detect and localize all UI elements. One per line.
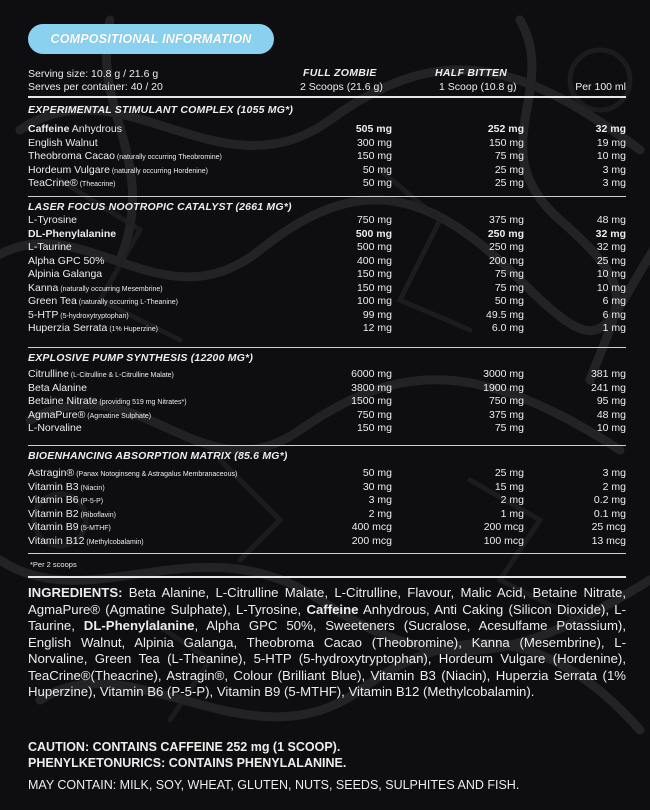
table-row	[28, 177, 626, 191]
section-heading: LASER FOCUS NOOTROPIC CATALYST (2661 MG*)	[28, 201, 292, 213]
value-per-100ml: 381 mg	[590, 368, 626, 380]
value-full-zombie: 400 mcg	[351, 521, 392, 533]
table-bottom-divider	[28, 553, 626, 554]
value-full-zombie: 500 mg	[356, 241, 392, 253]
table-row	[28, 521, 626, 535]
value-half-bitten: 1900 mg	[483, 381, 524, 394]
table-row	[28, 368, 626, 382]
value-full-zombie: 505 mg	[355, 123, 392, 135]
ingredient-name: Citrulline (L-Citrulline & L-Citrulline Malate)	[28, 368, 174, 380]
value-half-bitten: 50 mg	[494, 295, 524, 307]
value-half-bitten: 375 mg	[488, 214, 524, 226]
value-per-100ml: 32 mg	[595, 123, 626, 135]
value-half-bitten: 25 mg	[494, 467, 524, 479]
table-row	[28, 409, 626, 423]
value-per-100ml: 3 mg	[602, 467, 626, 479]
value-full-zombie: 750 mg	[356, 214, 392, 226]
value-full-zombie: 500 mg	[355, 227, 392, 240]
ingredient-note: (1% Huperzine)	[107, 326, 158, 333]
value-half-bitten: 6.0 mg	[491, 322, 524, 334]
ingredients-label: INGREDIENTS:	[28, 585, 123, 600]
table-row	[28, 535, 626, 549]
value-half-bitten: 3000 mg	[483, 368, 524, 380]
value-full-zombie: 400 mg	[356, 254, 392, 267]
value-half-bitten: 100 mcg	[483, 534, 524, 547]
ingredients-text: INGREDIENTS: Beta Alanine, L-Citrulline Malate, L-Citrulline, Flavour, Malic Acid, Betaine Nitrate, AgmaPure® (Agmatine Sulphate), L-Tyrosine, Caffeine Anhydrous, Anti Caking (Silicon Dioxide), L-Taurine, DL-Phenylalanine, Alpha GPC 50%, Sweeteners (Sucralose, Acesulfame Potassium), English Walnut, Alpinia Galanga, Theobroma Cacao (Theobromine), Kanna (Mesembrine), L-Norvaline, Green Tea (L-Theanine), 5-HTP (5-hydroxytryptophan), Hordeum Vulgare (Hordenine), TeaCrine®(Theacrine), Astragin®, Colour (Brilliant Blue), Vitamin B3 (Niacin), Huperzia Serrata (1% Huperzine), Vitamin B6 (P-5-P), Vitamin B9 (5-MTHF), Vitamin B12 (Methylcobalamin).	[28, 585, 626, 699]
value-half-bitten: 75 mg	[494, 150, 524, 162]
ingredient-name: Kanna (naturally occurring Mesembrine)	[28, 281, 163, 294]
value-full-zombie: 3800 mg	[351, 381, 392, 394]
table-row	[28, 268, 626, 282]
section-title-badge: COMPOSITIONAL INFORMATION	[28, 24, 274, 54]
table-row	[28, 467, 626, 481]
value-full-zombie: 200 mcg	[351, 534, 392, 547]
value-half-bitten: 252 mg	[487, 123, 524, 135]
ingredient-name: AgmaPure® (Agmatine Sulphate)	[28, 408, 152, 421]
table-row	[28, 214, 626, 228]
value-full-zombie: 6000 mg	[351, 368, 392, 380]
caution-phenylketonurics: PHENYLKETONURICS: CONTAINS PHENYLALANINE.	[28, 756, 347, 770]
section-rows	[28, 123, 626, 191]
table-header	[28, 64, 626, 94]
ingredient-name: Astragin® (Panax Notoginseng & Astragalus Membranaceous)	[28, 467, 238, 479]
value-half-bitten: 200 mcg	[483, 521, 524, 533]
value-per-100ml: 0.2 mg	[593, 494, 626, 506]
table-row	[28, 395, 626, 409]
ingredient-note: (Panax Notoginseng & Astragalus Membranaceous)	[74, 471, 238, 478]
col-half-bitten-title: HALF BITTEN	[435, 67, 508, 79]
value-half-bitten: 75 mg	[494, 281, 524, 294]
ingredient-name: Beta Alanine	[28, 381, 87, 394]
value-per-100ml: 3 mg	[602, 177, 626, 189]
may-contain: MAY CONTAIN: MILK, SOY, WHEAT, GLUTEN, NUTS, SEEDS, SULPHITES AND FISH.	[28, 778, 520, 792]
value-per-100ml: 48 mg	[596, 214, 626, 226]
section-divider	[28, 196, 626, 197]
ingredient-name: Hordeum Vulgare (naturally occurring Hordenine)	[28, 163, 208, 176]
col-full-zombie-sub: 2 Scoops (21.6 g)	[300, 81, 383, 93]
value-full-zombie: 3 mg	[368, 494, 392, 506]
value-per-100ml: 32 mg	[596, 241, 626, 253]
ingredient-note: (5-hydroxytryptophan)	[58, 312, 129, 320]
table-row	[28, 137, 626, 151]
value-full-zombie: 50 mg	[362, 177, 392, 189]
header-divider	[28, 96, 626, 98]
ingredient-note: (Riboflavin)	[78, 511, 116, 519]
section-rows	[28, 467, 626, 548]
table-row	[28, 228, 626, 242]
value-half-bitten: 250 mg	[488, 241, 524, 253]
value-full-zombie: 50 mg	[362, 467, 392, 479]
value-per-100ml: 0.1 mg	[593, 507, 626, 520]
ingredient-name: Vitamin B12 (Methylcobalamin)	[28, 534, 144, 547]
value-full-zombie: 150 mg	[356, 281, 392, 294]
table-row	[28, 150, 626, 164]
value-half-bitten: 750 mg	[488, 395, 524, 407]
section-rows	[28, 368, 626, 436]
serves-per-container: Serves per container: 40 / 20	[28, 81, 163, 93]
value-per-100ml: 10 mg	[596, 150, 626, 162]
value-full-zombie: 99 mg	[362, 308, 392, 321]
ingredient-name: 5-HTP (5-hydroxytryptophan)	[28, 308, 129, 321]
table-row	[28, 309, 626, 323]
value-full-zombie: 150 mg	[356, 268, 392, 280]
ingredient-note: (naturally occurring L-Theanine)	[76, 299, 179, 306]
value-per-100ml: 25 mcg	[591, 521, 626, 533]
value-per-100ml: 6 mg	[602, 308, 626, 321]
ingredient-name: Theobroma Cacao (naturally occurring Theobromine)	[28, 150, 222, 162]
ingredient-note: (Niacin)	[78, 484, 105, 492]
value-full-zombie: 50 mg	[362, 163, 392, 176]
value-full-zombie: 1500 mg	[351, 395, 392, 407]
value-half-bitten: 25 mg	[494, 177, 524, 189]
value-half-bitten: 150 mg	[488, 136, 524, 149]
value-half-bitten: 2 mg	[500, 494, 524, 506]
section-rows	[28, 214, 626, 336]
footnote: *Per 2 scoops	[30, 560, 77, 569]
ingredients-divider	[28, 576, 626, 578]
ingredient-name: L-Norvaline	[28, 422, 82, 434]
table-row	[28, 295, 626, 309]
value-per-100ml: 2 mg	[602, 480, 626, 493]
value-per-100ml: 48 mg	[596, 408, 626, 421]
table-row	[28, 508, 626, 522]
section-divider	[28, 347, 626, 348]
value-full-zombie: 150 mg	[356, 422, 392, 434]
value-half-bitten: 1 mg	[500, 507, 524, 520]
ingredient-note: (Methylcobalamin)	[84, 538, 144, 546]
ingredient-note: (naturally occurring Hordenine)	[109, 167, 208, 175]
value-per-100ml: 1 mg	[602, 322, 626, 334]
ingredient-name: Vitamin B2 (Riboflavin)	[28, 507, 116, 520]
value-per-100ml: 3 mg	[602, 163, 626, 176]
ingredient-note: (Agmatine Sulphate)	[85, 412, 152, 420]
value-per-100ml: 32 mg	[595, 227, 626, 240]
value-per-100ml: 10 mg	[596, 268, 626, 280]
serving-size: Serving size: 10.8 g / 21.6 g	[28, 68, 159, 80]
value-half-bitten: 200 mg	[488, 254, 524, 267]
table-row	[28, 494, 626, 508]
ingredient-note: (5-MTHF)	[78, 525, 111, 532]
ingredient-name: Alpha GPC 50%	[28, 254, 105, 267]
ingredient-name: Vitamin B9 (5-MTHF)	[28, 521, 111, 533]
ingredient-note: (P-5-P)	[78, 498, 104, 505]
section-heading: EXPERIMENTAL STIMULANT COMPLEX (1055 MG*)	[28, 104, 294, 116]
ingredient-name: TeaCrine® (Theacrine)	[28, 177, 116, 189]
table-row	[28, 282, 626, 296]
value-per-100ml: 10 mg	[596, 422, 626, 434]
table-row	[28, 241, 626, 255]
ingredient-name: L-Tyrosine	[28, 214, 78, 226]
value-half-bitten: 75 mg	[494, 268, 524, 280]
ingredient-name: Vitamin B3 (Niacin)	[28, 480, 105, 493]
value-full-zombie: 12 mg	[362, 322, 392, 334]
col-half-bitten-sub: 1 Scoop (10.8 g)	[439, 81, 517, 93]
ingredient-note: (L-Citrulline & L-Citrulline Malate)	[68, 372, 174, 379]
section-divider	[28, 445, 626, 446]
value-full-zombie: 100 mg	[356, 295, 392, 307]
section-heading: EXPLOSIVE PUMP SYNTHESIS (12200 MG*)	[28, 352, 254, 364]
ingredient-name: Betaine Nitrate (providing 519 mg Nitrates*)	[28, 395, 187, 407]
table-row	[28, 164, 626, 178]
value-per-100ml: 19 mg	[596, 136, 626, 149]
value-per-100ml: 95 mg	[596, 395, 626, 407]
value-per-100ml: 10 mg	[596, 281, 626, 294]
table-row	[28, 123, 626, 137]
table-row	[28, 255, 626, 269]
value-full-zombie: 150 mg	[356, 150, 392, 162]
value-full-zombie: 300 mg	[356, 136, 392, 149]
ingredient-note: (naturally occurring Mesembrine)	[58, 285, 163, 293]
value-per-100ml: 6 mg	[602, 295, 626, 307]
table-row	[28, 481, 626, 495]
value-half-bitten: 25 mg	[494, 163, 524, 176]
value-full-zombie: 30 mg	[362, 480, 392, 493]
ingredient-name: Alpinia Galanga	[28, 268, 103, 280]
value-half-bitten: 15 mg	[494, 480, 524, 493]
value-per-100ml: 13 mcg	[591, 534, 626, 547]
value-per-100ml: 25 mg	[596, 254, 626, 267]
ingredient-note: (Theacrine)	[77, 181, 116, 188]
value-full-zombie: 2 mg	[368, 507, 392, 520]
value-per-100ml: 241 mg	[590, 381, 626, 394]
value-half-bitten: 375 mg	[488, 408, 524, 421]
ingredient-note: (providing 519 mg Nitrates*)	[97, 399, 187, 406]
ingredient-name: Huperzia Serrata (1% Huperzine)	[28, 322, 158, 334]
section-heading: BIOENHANCING ABSORPTION MATRIX (85.6 MG*)	[28, 450, 288, 462]
ingredient-name: English Walnut	[28, 136, 98, 149]
value-full-zombie: 750 mg	[356, 408, 392, 421]
ingredient-note: (naturally occurring Theobromine)	[114, 154, 222, 161]
ingredient-name: DL-Phenylalanine	[28, 227, 117, 240]
value-half-bitten: 75 mg	[494, 422, 524, 434]
table-row	[28, 422, 626, 436]
value-half-bitten: 250 mg	[487, 227, 524, 240]
table-row	[28, 382, 626, 396]
ingredient-name: Vitamin B6 (P-5-P)	[28, 494, 104, 506]
caution-caffeine: CAUTION: CONTAINS CAFFEINE 252 mg (1 SCOOP).	[28, 740, 341, 754]
table-row	[28, 322, 626, 336]
value-half-bitten: 49.5 mg	[486, 308, 524, 321]
col-full-zombie-title: FULL ZOMBIE	[303, 67, 377, 79]
col-per-100ml: Per 100 ml	[575, 81, 626, 93]
ingredient-name: L-Taurine	[28, 241, 72, 253]
ingredient-name: Green Tea (naturally occurring L-Theanine)	[28, 295, 179, 307]
ingredient-name: Caffeine Anhydrous	[28, 123, 122, 135]
